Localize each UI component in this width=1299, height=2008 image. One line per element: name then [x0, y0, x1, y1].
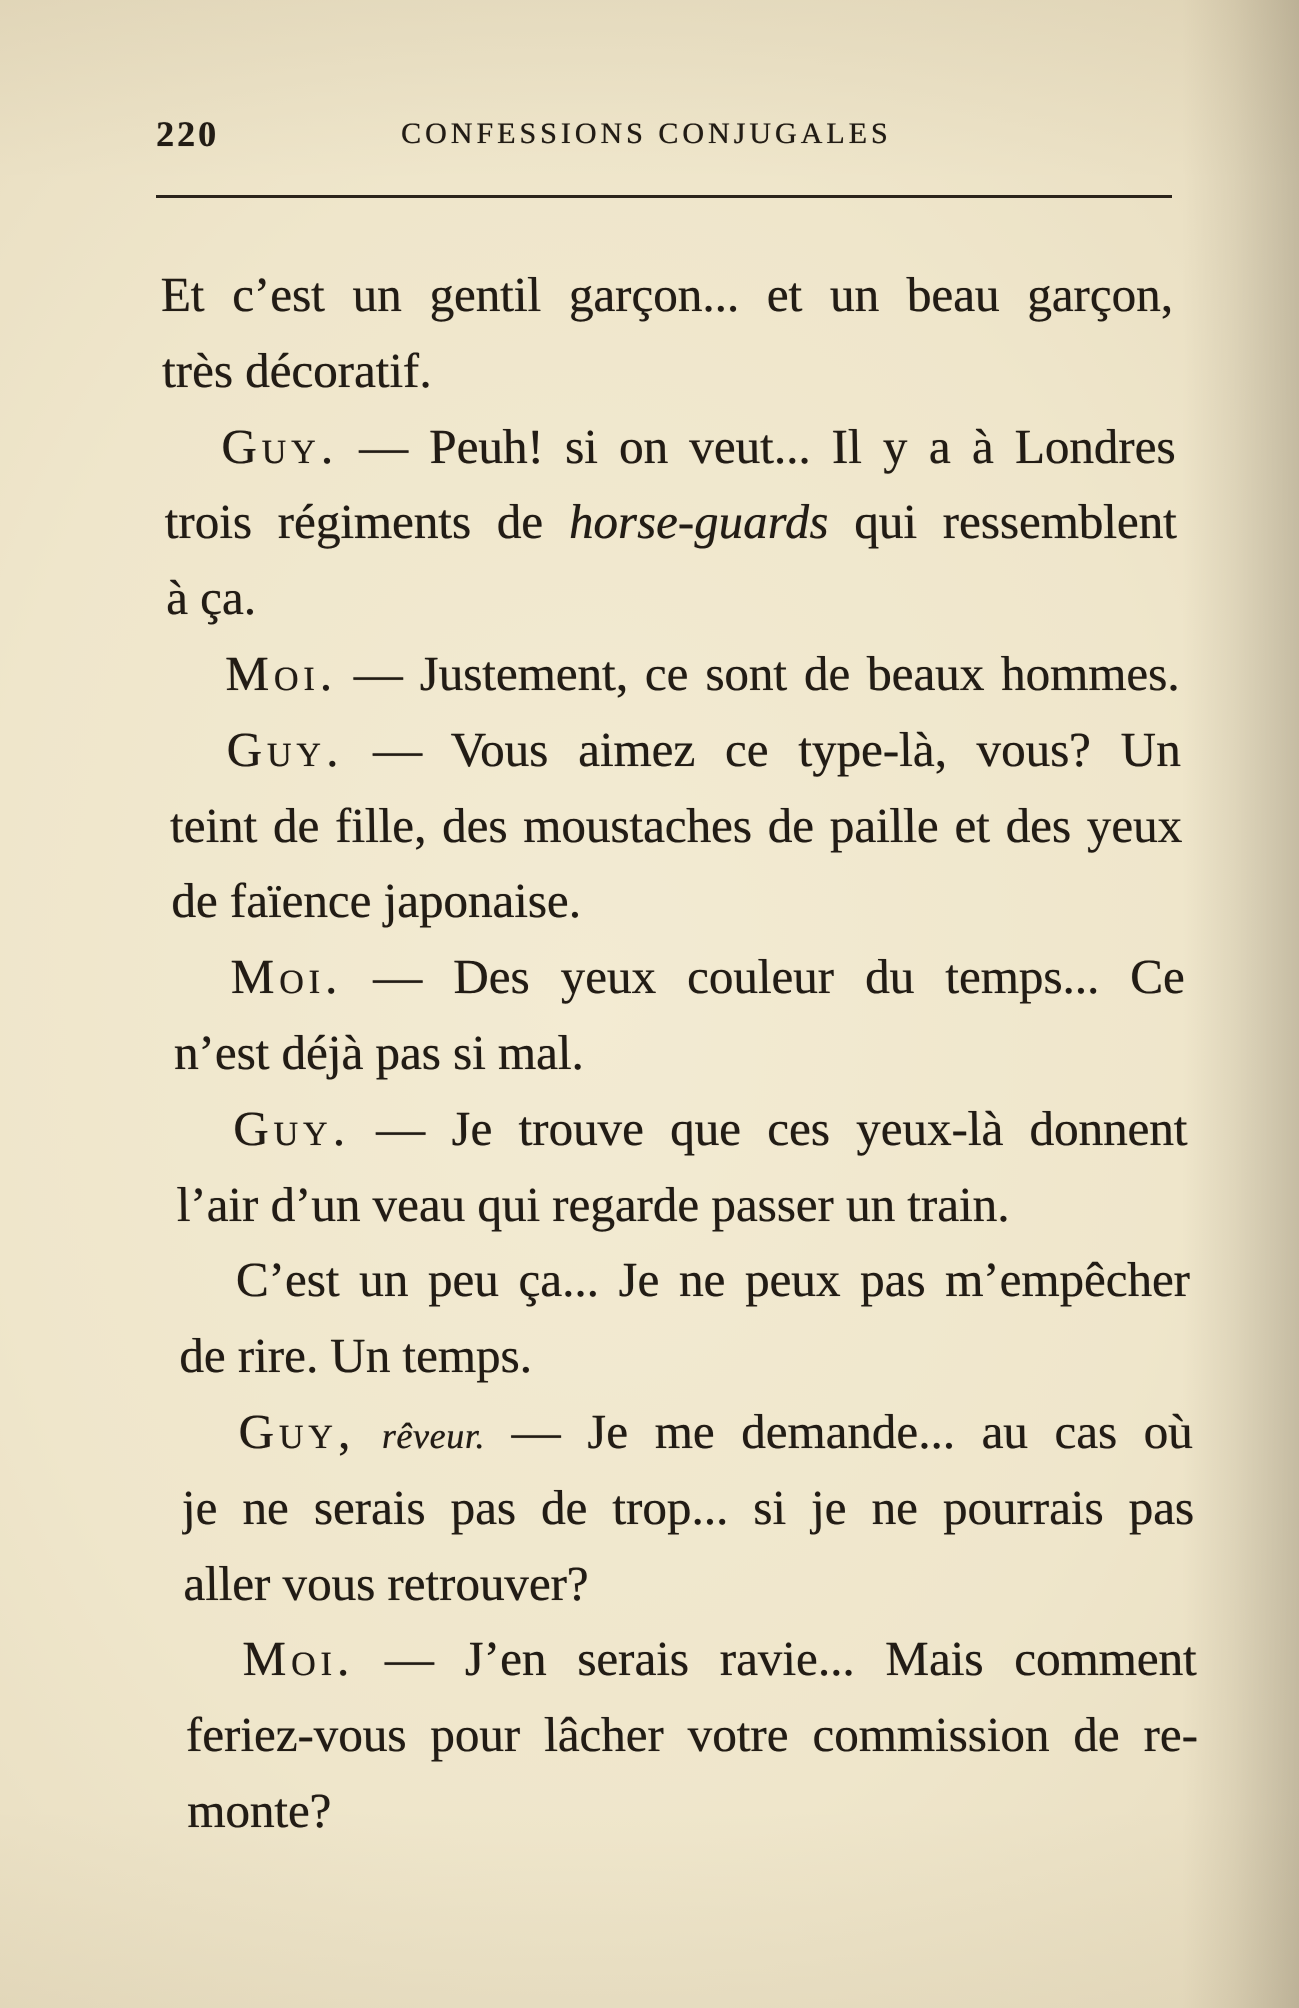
line-text: — Des yeux couleur du temps... Ce: [372, 949, 1186, 1005]
text-line: l’air d’un veau qui regarde passer un train.: [176, 1176, 1010, 1232]
text-line: [163, 409, 1176, 485]
speaker-name: Guy.: [220, 418, 339, 474]
italic-term: horse-guards: [568, 494, 829, 550]
speaker-name: Guy.: [226, 721, 344, 777]
text-line: [180, 1394, 1193, 1470]
speaker-name: Guy,: [238, 1403, 356, 1459]
speaker-name: Guy.: [232, 1100, 351, 1156]
speaker-name: Moi.: [230, 949, 343, 1005]
text-line: feriez-vous pour lâcher votre commission de re-: [185, 1707, 1199, 1763]
text-line: de rire. Un temps.: [178, 1328, 533, 1384]
line-text: — J’en serais ravie... Mais comment: [384, 1631, 1197, 1687]
speaker-name: Moi.: [241, 1631, 355, 1687]
line-text: — Je me demande... au cas où: [510, 1403, 1194, 1459]
text-line: C’est un peu ça... Je ne peux pas m’empêcher: [235, 1252, 1191, 1308]
page-text: [160, 257, 1200, 1849]
text-line: [175, 1091, 1188, 1167]
text-line: teint de fille, des moustaches de paille et des yeux: [169, 797, 1183, 853]
stage-direction: rêveur.: [381, 1415, 486, 1456]
text-line: à ça.: [165, 570, 257, 626]
page-number: 220: [156, 114, 219, 154]
text-line: monte?: [186, 1782, 332, 1838]
line-text: — Peuh! si on veut... Il y a à Londres: [358, 418, 1176, 474]
text-line: de faïence japonaise.: [170, 873, 582, 929]
line-text: — Je trouve que ces yeux-là donnent: [375, 1100, 1188, 1156]
text-line: très décoratif.: [161, 342, 432, 398]
line-text: — Justement, ce sont de beaux hommes.: [353, 645, 1180, 701]
speaker-name: Moi.: [224, 645, 338, 701]
text-line: [168, 712, 1181, 788]
text-line: je ne serais pas de trop... si je ne pourrais pas: [181, 1479, 1195, 1535]
running-title: CONFESSIONS CONJUGALES: [401, 117, 892, 150]
text-line: [164, 484, 1177, 560]
running-head: [156, 114, 1172, 154]
text-line: aller vous retrouver?: [182, 1555, 590, 1611]
line-text: trois régiments de: [164, 494, 544, 550]
text-line: [167, 636, 1180, 712]
text-line: [172, 939, 1185, 1015]
line-text: — Vous aimez ce type-là, vous? Un: [372, 721, 1182, 777]
header-rule: [156, 195, 1172, 198]
text-line: Et c’est un gentil garçon... et un beau garçon,: [160, 267, 1174, 322]
text-line: n’est déjà pas si mal.: [173, 1024, 584, 1080]
text-line: [184, 1621, 1197, 1697]
line-text: qui ressemblent: [853, 494, 1178, 550]
